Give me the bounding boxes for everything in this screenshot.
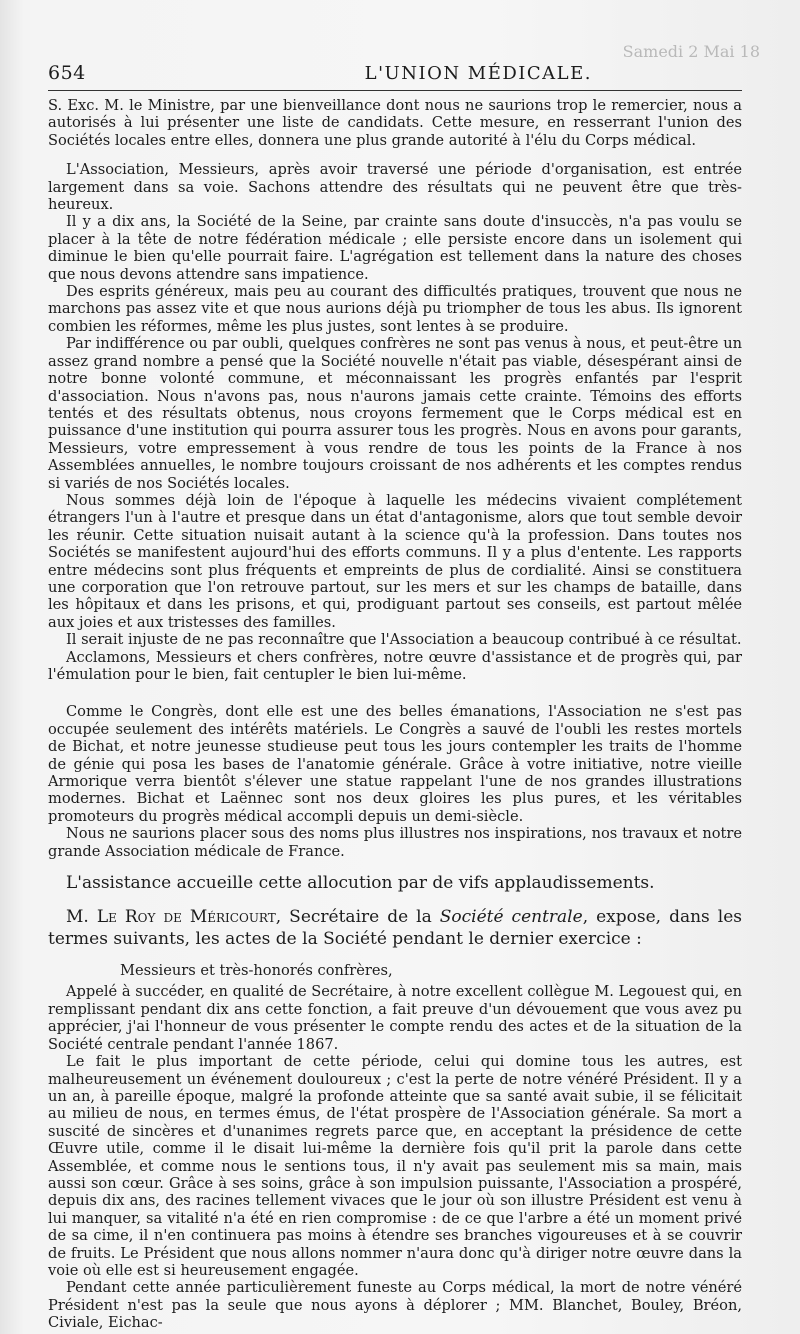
paragraph: Il serait injuste de ne pas reconnaître que l'Association a beaucoup contribué à ce résultat. — [66, 631, 742, 649]
paragraph: L'Association, Messieurs, après avoir traversé une période d'organisation, est entrée largement dans sa voie. Sachons attendre des résultats qui ne peuvent être que très-heureux. — [48, 161, 742, 214]
paragraph: Nous sommes déjà loin de l'époque à laquelle les médecins vivaient complétement étrangers l'un à l'autre et presque dans un état d'antagonisme, alors que tout semble devoir les réunir. Cette situation nuisait autant à la science qu'à la profession. Dans toutes nos Sociétés se manifestent aujourd'hui des efforts communs. Il y a plus d'entente. Les rapports entre médecins sont plus fréquents et empreints de plus de cordialité. Ainsi se constituera une corporation que l'on retrouve partout, sur les mers et sur les champs de bataille, dans les hôpitaux et dans les prisons, et qui, prodiguant partout ses conseils, est partout mêlée aux joies et aux tristesses des familles. — [48, 491, 742, 631]
speaker-role: , Secrétaire de la — [275, 907, 440, 928]
page-number: 654 — [48, 62, 86, 84]
applause-note: L'assistance accueille cette allocution par de vifs applaudissements. — [66, 873, 655, 894]
society-name: Société centrale — [439, 907, 583, 928]
paragraph: Acclamons, Messieurs et chers confrères, notre œuvre d'assistance et de progrès qui, par l'émulation pour le bien, fait centupler le bien lui-même. — [48, 648, 742, 683]
paragraph: Il y a dix ans, la Société de la Seine, par crainte sans doute d'insuccès, n'a pas voulu se placer à la tête de notre fédération médicale ; elle persiste encore dans un isolement qui diminue le bien qu'elle pourrait faire. L'agrégation est tellement dans la nature des choses que nous devons attendre sans impatience. — [48, 213, 742, 283]
page-header — [48, 62, 742, 91]
salutation: Messieurs et très-honorés confrères, — [120, 962, 393, 980]
speaker-intro-end: , expose, dans les termes suivants, les actes de la Société pendant le dernier exercice : — [48, 907, 742, 950]
paragraph: Nous ne saurions placer sous des noms plus illustres nos inspirations, nos travaux et notre grande Association médicale de France. — [48, 825, 742, 860]
paragraph: Le fait le plus important de cette période, celui qui domine tous les autres, est malheureusement un événement douloureux ; c'est la perte de notre vénéré Président. Il y a un an, à pareille époque, malgré la profonde atteinte que sa santé avait subie, il se félicitait au milieu de nous, en termes émus, de l'état prospère de l'Association générale. Sa mort a suscité de sincères et d'unanimes regrets parce que, en acceptant la présidence de cette Œuvre utile, comme il le disait lui-même la dernière fois qu'il prit la parole dans cette Assemblée, et comme nous le sentions tous, il n'y avait pas seulement mis sa main, mais aussi son cœur. Grâce à ses soins, grâce à son impulsion puissante, l'Association a prospéré, depuis dix ans, des racines tellement vivaces que le jour où son illustre Président est venu à lui manquer, sa vitalité n'a été en rien compromise : de ce que l'arbre a été un moment privé de sa cime, il n'en continuera pas moins à étendre ses branches vigoureuses et à se couvrir de fruits. Le Président que nous allons nommer n'aura donc qu'à diriger notre œuvre dans la voie où elle est si heureusement engagée. — [48, 1053, 742, 1279]
paragraph: Comme le Congrès, dont elle est une des belles émanations, l'Association ne s'est pas occupée seulement des intérêts matériels. Le Congrès a sauvé de l'oubli les restes mortels de Bichat, et notre jeunesse studieuse peut tous les jours contempler les traits de l'homme de génie qui posa les bases de l'anatomie générale. Grâce à votre initiative, notre vieille Armorique verra bientôt s'élever une statue rappelant l'une de nos grandes illustrations modernes. Bichat et Laënnec sont nos deux gloires les plus pures, et les véritables promoteurs du progrès médical accompli depuis un demi-siècle. — [48, 703, 742, 825]
speaker-intro — [48, 906, 742, 950]
speaker-name: M. Le Roy de Méricourt — [66, 907, 276, 928]
paragraph: Par indifférence ou par oubli, quelques confrères ne sont pas venus à nous, et peut-être un assez grand nombre a pensé que la Société nouvelle n'était pas viable, désespérant ainsi de notre bonne volonté commune, et méconnaissant les progrès enfantés par l'esprit d'association. Nous n'avons pas, nous n'aurons jamais cette crainte. Témoins des efforts tentés et des résultats obtenus, nous croyons fermement que le Corps médical est en puissance d'une institution qui pourra assurer tous les progrès. Nous en avons pour garants, Messieurs, votre empressement à vous rendre de tous les points de la France à nos Assemblées annuelles, le nombre toujours croissant de nos adhérents et les comptes rendus si variés de nos Sociétés locales. — [48, 335, 742, 492]
running-title: L'UNION MÉDICALE. — [364, 63, 592, 84]
paragraph: Appelé à succéder, en qualité de Secrétaire, à notre excellent collègue M. Legouest qui, en remplissant pendant dix ans cette fonction, a fait preuve d'un dévouement que vous avez pu apprécier, j'ai l'honneur de vous présenter le compte rendu des actes et de la situation de la Société centrale pendant l'année 1867. — [48, 983, 742, 1053]
paragraph: Pendant cette année particulièrement funeste au Corps médical, la mort de notre vénéré Président n'est pas la seule que nous ayons à déplorer ; MM. Blanchet, Bouley, Bréon, Civiale, Eichac- — [48, 1279, 742, 1332]
paragraph: S. Exc. M. le Ministre, par une bienveillance dont nous ne saurions trop le remercier, nous a autorisés à lui présenter une liste de candidats. Cette mesure, en resserrant l'union des Sociétés locales entre elles, donnera une plus grande autorité à l'élu du Corps médical. — [48, 97, 742, 149]
bleed-through-text: Samedi 2 Mai 18 — [622, 42, 760, 61]
paragraph: Des esprits généreux, mais peu au courant des difficultés pratiques, trouvent que nous ne marchons pas assez vite et que nous aurions déjà pu triompher de tous les abus. Ils ignorent combien les réformes, même les plus justes, sont lentes à se produire. — [48, 283, 742, 335]
page-body — [48, 97, 742, 1332]
